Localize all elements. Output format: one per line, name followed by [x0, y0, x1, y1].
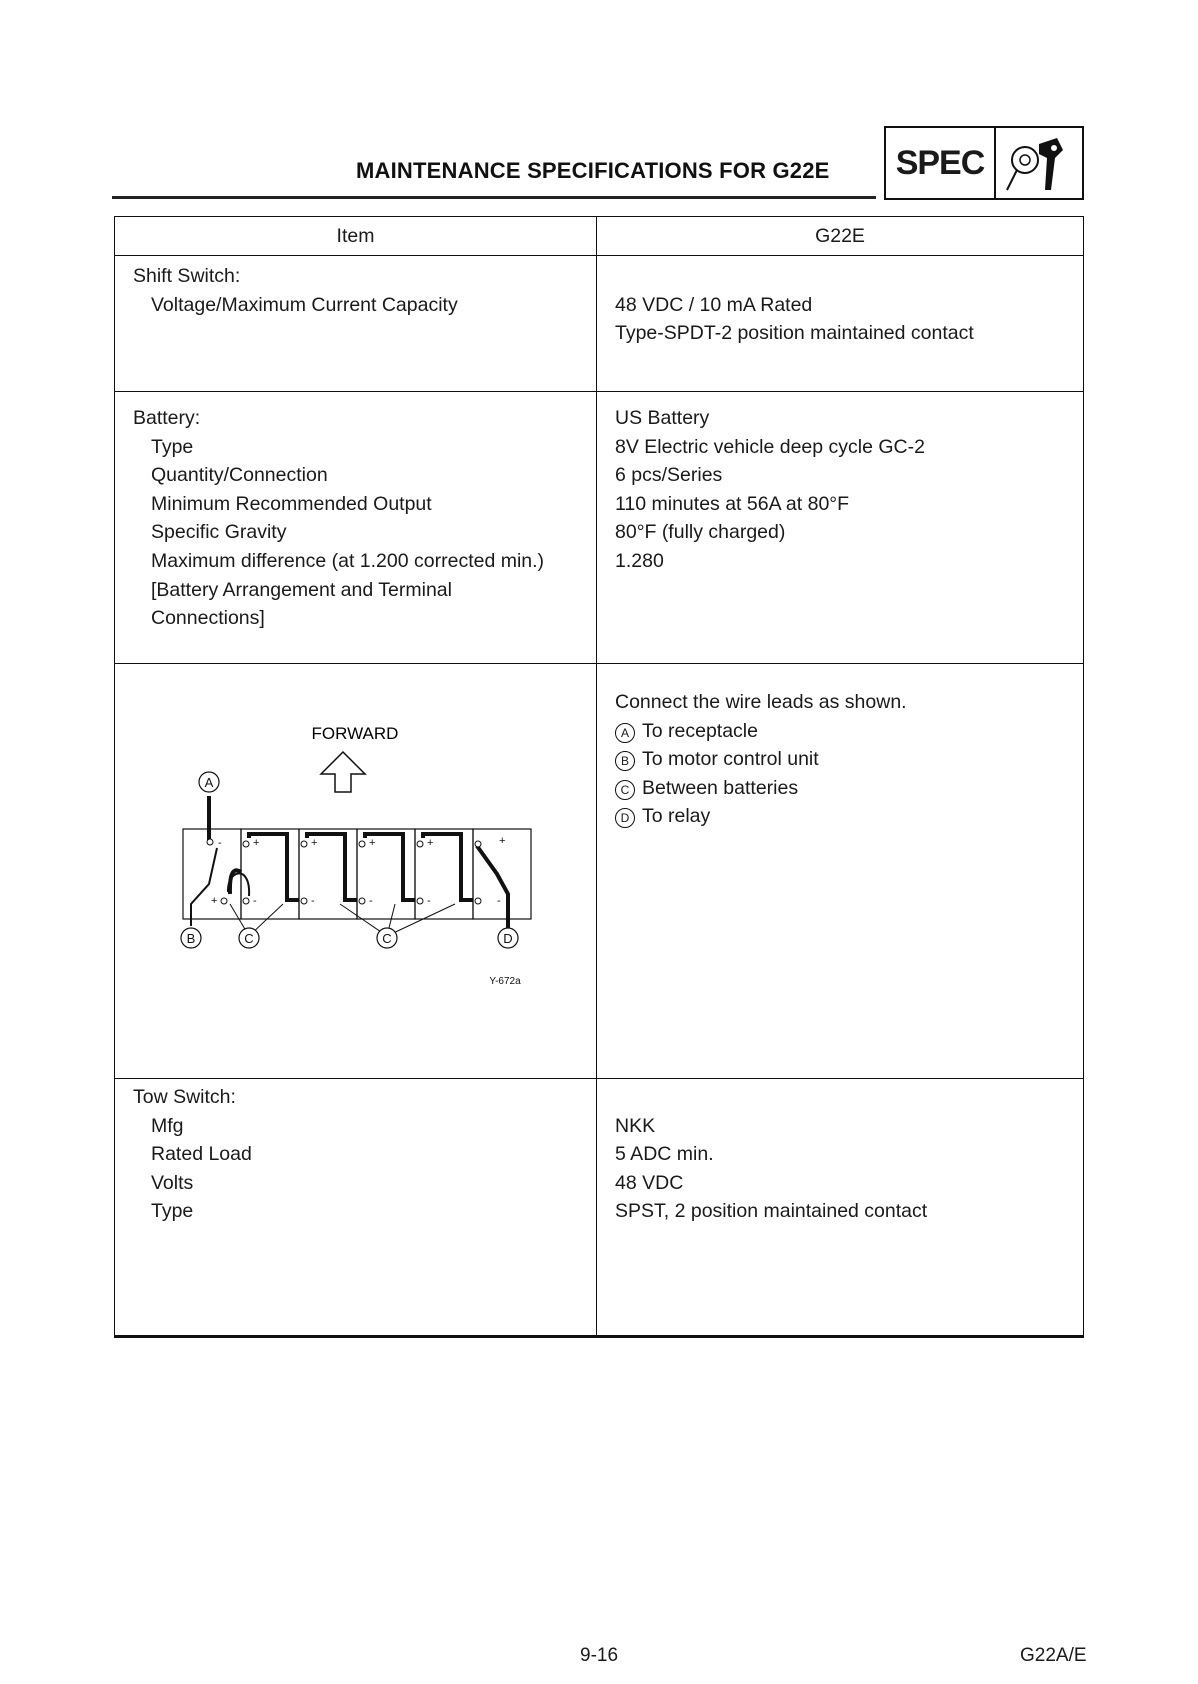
legend-item — [615, 745, 1083, 774]
terminal-minus: - — [369, 895, 373, 907]
column-header-item: Item — [115, 217, 597, 256]
spec-badge-label: SPEC — [886, 128, 996, 198]
legend-letter: B — [615, 751, 635, 771]
terminal-minus: - — [218, 837, 222, 849]
battery-label: Connections] — [151, 607, 265, 630]
spec-table — [114, 216, 1084, 1338]
legend-letter: A — [615, 723, 635, 743]
terminal-minus: - — [253, 895, 257, 907]
spec-badge — [884, 126, 1084, 200]
table-row — [115, 256, 1084, 392]
terminal-minus: - — [311, 895, 315, 907]
header-rule — [112, 196, 876, 199]
tow-switch-value: 48 VDC — [615, 1171, 684, 1194]
legend-text: To receptacle — [642, 719, 758, 742]
terminal-plus: + — [369, 837, 376, 849]
callout-b-letter: B — [186, 931, 196, 946]
battery-wiring-diagram — [115, 664, 596, 1078]
table-header-row — [115, 217, 1084, 256]
page-number: 9-16 — [580, 1645, 619, 1666]
battery-label: Type — [151, 435, 194, 458]
battery-label: [Battery Arrangement and Terminal — [151, 578, 452, 601]
diagram-instructions: Connect the wire leads as shown. — [615, 691, 907, 713]
battery-value: 110 minutes at 56A at 80°F — [615, 492, 849, 515]
terminal-plus: + — [427, 837, 434, 849]
legend-text: To relay — [642, 805, 711, 828]
tow-switch-value: NKK — [615, 1114, 656, 1137]
terminal-plus: + — [499, 835, 506, 847]
shift-switch-value: 48 VDC / 10 mA Rated — [615, 293, 813, 316]
battery-label: Maximum difference (at 1.200 corrected min.) — [151, 549, 545, 572]
battery-cell — [415, 829, 473, 919]
battery-value: 8V Electric vehicle deep cycle GC-2 — [615, 435, 925, 458]
figure-code: Y-672a — [489, 976, 521, 987]
terminal-plus: + — [253, 837, 260, 849]
terminal-minus: - — [427, 895, 431, 907]
tow-switch-heading: Tow Switch: — [133, 1086, 236, 1108]
legend-item — [615, 802, 1083, 831]
tow-switch-value: 5 ADC min. — [615, 1143, 714, 1166]
battery-value: 1.280 — [615, 549, 664, 572]
legend-text: To motor control unit — [642, 748, 819, 771]
battery-value: 6 pcs/Series — [615, 464, 723, 487]
battery-brand-value: US Battery — [615, 407, 710, 429]
legend-letter: D — [615, 808, 635, 828]
battery-cell — [241, 829, 299, 919]
tow-switch-label: Type — [151, 1200, 194, 1223]
tow-switch-value: SPST, 2 position maintained contact — [615, 1200, 928, 1223]
battery-interconnects — [209, 796, 508, 934]
shift-switch-type-value: Type-SPDT-2 position maintained contact — [615, 322, 974, 345]
battery-heading: Battery: — [133, 407, 201, 429]
table-row — [115, 664, 1084, 1079]
terminal-plus: + — [211, 895, 218, 907]
battery-cell — [299, 829, 357, 919]
battery-cell — [357, 829, 415, 919]
shift-switch-heading: Shift Switch: — [133, 265, 241, 287]
table-row — [115, 392, 1084, 664]
legend-letter: C — [615, 780, 635, 800]
tow-switch-label: Mfg — [151, 1114, 184, 1137]
battery-value: 80°F (fully charged) — [615, 521, 786, 544]
battery-label: Quantity/Connection — [151, 464, 328, 487]
forward-arrow-icon — [321, 752, 365, 792]
footer-model: G22A/E — [1020, 1645, 1087, 1666]
battery-label: Minimum Recommended Output — [151, 492, 432, 515]
battery-label: Specific Gravity — [151, 521, 287, 544]
callout-c-letter: C — [382, 931, 392, 946]
tow-switch-label: Rated Load — [151, 1143, 252, 1166]
shift-switch-label: Voltage/Maximum Current Capacity — [151, 293, 458, 316]
terminal-minus: - — [497, 895, 501, 907]
callout-d-letter: D — [503, 931, 513, 946]
callout-c-letter: C — [244, 931, 254, 946]
callout-a-letter: A — [204, 775, 214, 790]
legend-item — [615, 717, 1083, 746]
legend-text: Between batteries — [642, 776, 799, 799]
tools-icon — [996, 128, 1082, 198]
tow-switch-label: Volts — [151, 1171, 194, 1194]
legend-item — [615, 774, 1083, 803]
forward-label: FORWARD — [311, 724, 399, 743]
page-title: MAINTENANCE SPECIFICATIONS FOR G22E — [356, 158, 830, 183]
terminal-plus: + — [311, 837, 318, 849]
table-row — [115, 1079, 1084, 1337]
column-header-model: G22E — [597, 217, 1084, 256]
